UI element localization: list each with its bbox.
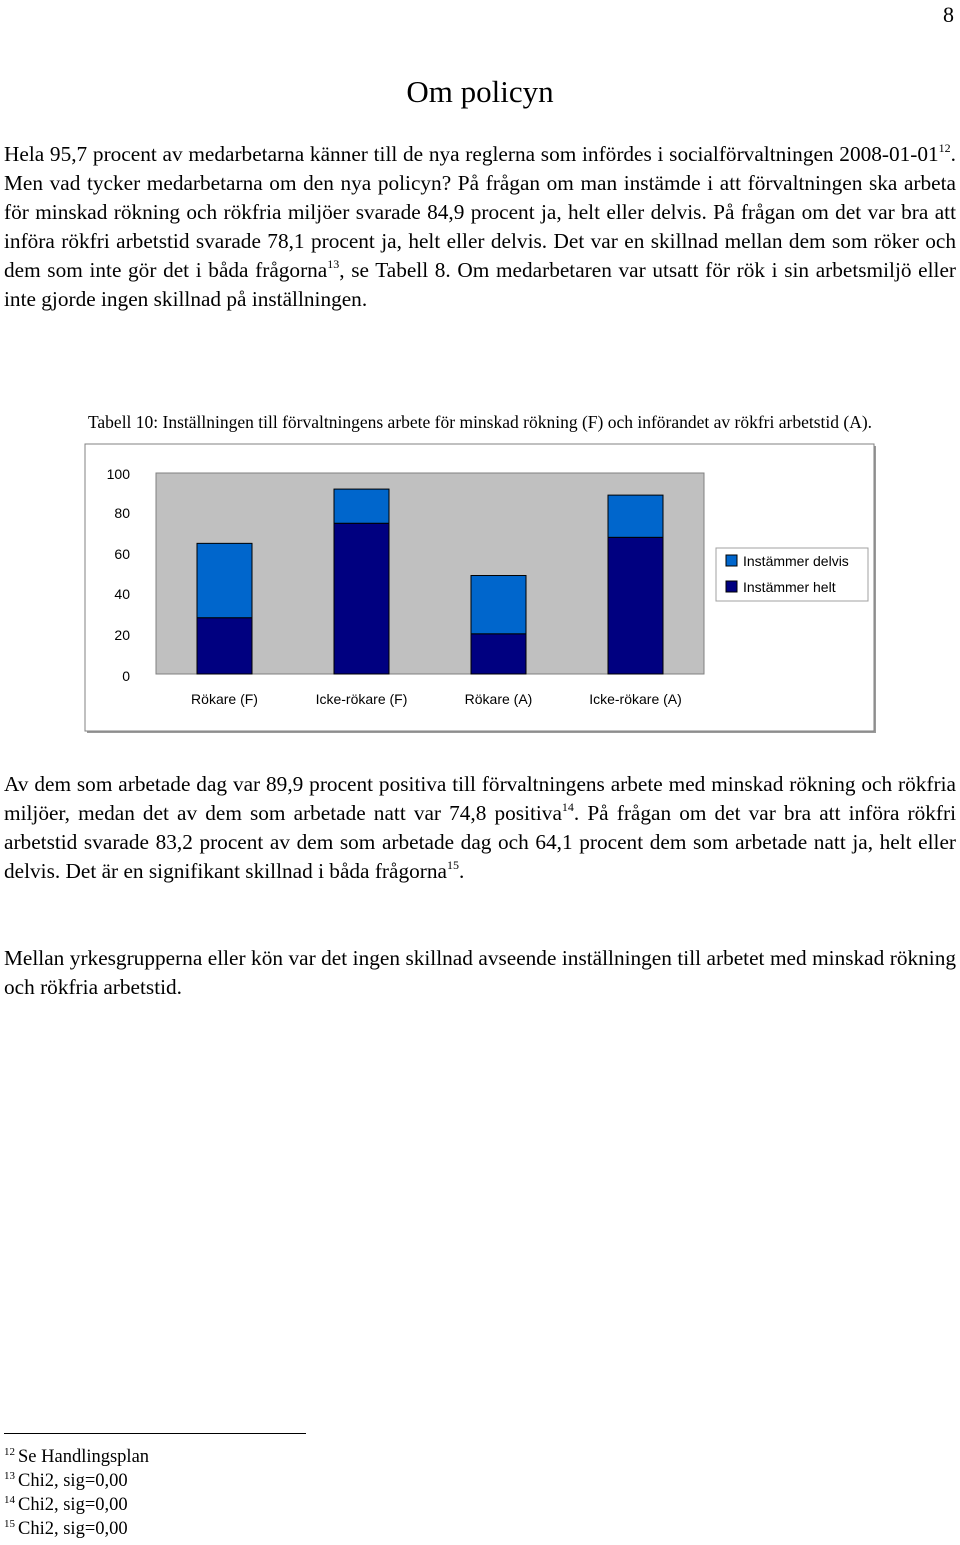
y-tick-label: 80 xyxy=(114,505,130,521)
day-night-text-2: . På frågan om det var bra att införa rökfri arbetstid svarade 83,2 procent av dem som arbetade dag och 64,1 procent dem som arbetade natt ja, helt eller delvis. Det är en signifikant skillnad i båda frågorna xyxy=(4,801,957,883)
bar-instammer-helt xyxy=(608,537,663,674)
footnote-ref-15[interactable]: 15 xyxy=(446,858,459,872)
bar-instammer-helt xyxy=(197,618,252,674)
table-caption: Tabell 10: Inställningen till förvaltningens arbete för minskad rökning (F) och införandet av rökfri arbetstid (A). xyxy=(87,412,873,432)
legend-swatch xyxy=(726,555,737,566)
intro-text-1: Hela 95,7 procent av medarbetarna känner till de nya reglerna som infördes i socialförvaltningen 2008-01-01 xyxy=(4,142,939,166)
y-tick-label: 40 xyxy=(114,586,130,602)
footnote-number: 15 xyxy=(4,1518,15,1530)
footnote-item xyxy=(4,1517,604,1541)
intro-paragraph xyxy=(4,140,956,314)
footnote-item xyxy=(4,1469,604,1493)
footnote-ref-12[interactable]: 12 xyxy=(938,141,951,155)
intro-text-2: . Men vad tycker medarbetarna om den nya policyn? På frågan om man instämde i att förvaltningen ska arbeta för minskad rökning och rökfria miljöer svarade 84,9 procent ja, helt eller delvis. På frågan om det var bra att införa rökfri arbetstid svarade 78,1 procent ja, helt eller delvis. Det var en skillnad mellan dem som röker och dem som inte gör det i båda frågorna xyxy=(4,142,956,282)
bar-instammer-delvis xyxy=(197,543,252,617)
day-night-text-3: . xyxy=(458,859,465,883)
bar-instammer-delvis xyxy=(608,495,663,537)
page-title: Om policyn xyxy=(406,74,554,109)
footnote-number: 14 xyxy=(4,1494,15,1506)
y-tick-label: 0 xyxy=(122,668,130,684)
bar-instammer-helt xyxy=(334,523,389,674)
footnote-number: 12 xyxy=(4,1446,15,1458)
chart-canvas xyxy=(0,440,960,740)
y-tick-label: 20 xyxy=(114,627,130,643)
bar-instammer-delvis xyxy=(471,576,526,634)
footnote-number: 13 xyxy=(4,1470,15,1482)
x-category-label: Rökare (F) xyxy=(191,691,258,707)
footnote-ref-13[interactable]: 13 xyxy=(327,257,340,271)
footnote-list xyxy=(4,1445,604,1541)
footnote-item xyxy=(4,1493,604,1517)
footnote-divider xyxy=(4,1433,306,1434)
legend-label: Instämmer helt xyxy=(743,579,836,595)
footnote-item xyxy=(4,1445,604,1469)
intro-text-3: , se Tabell 8. Om medarbetaren var utsatt för rök i sin arbetsmiljö eller inte gjorde ingen skillnad på inställningen. xyxy=(4,258,956,311)
footnote-text: Chi2, sig=0,00 xyxy=(18,1495,128,1515)
footnote-text: Chi2, sig=0,00 xyxy=(18,1519,128,1539)
bar-instammer-delvis xyxy=(334,489,389,523)
y-tick-label: 60 xyxy=(114,546,130,562)
page-number: 8 xyxy=(943,2,954,27)
day-night-paragraph xyxy=(4,770,956,886)
x-category-label: Icke-rökare (A) xyxy=(589,691,682,707)
occupation-paragraph: Mellan yrkesgrupperna eller kön var det ingen skillnad avseende inställningen till arbetet med minskad rökning och rökfria arbetstid. xyxy=(4,946,956,999)
bar-instammer-helt xyxy=(471,634,526,674)
legend-swatch xyxy=(726,581,737,592)
footnote-text: Chi2, sig=0,00 xyxy=(18,1471,128,1491)
x-category-label: Icke-rökare (F) xyxy=(315,691,408,707)
day-night-text-1: Av dem som arbetade dag var 89,9 procent positiva till förvaltningens arbete med minskad rökning och rökfria miljöer, medan det av dem som arbetade natt var 74,8 positiva xyxy=(4,772,956,825)
x-category-label: Rökare (A) xyxy=(464,691,533,707)
stacked-bar-chart xyxy=(0,440,960,740)
footnote-text: Se Handlingsplan xyxy=(18,1447,150,1467)
legend-label: Instämmer delvis xyxy=(743,553,849,569)
footnote-ref-14[interactable]: 14 xyxy=(561,800,574,814)
y-tick-label: 100 xyxy=(106,466,130,482)
